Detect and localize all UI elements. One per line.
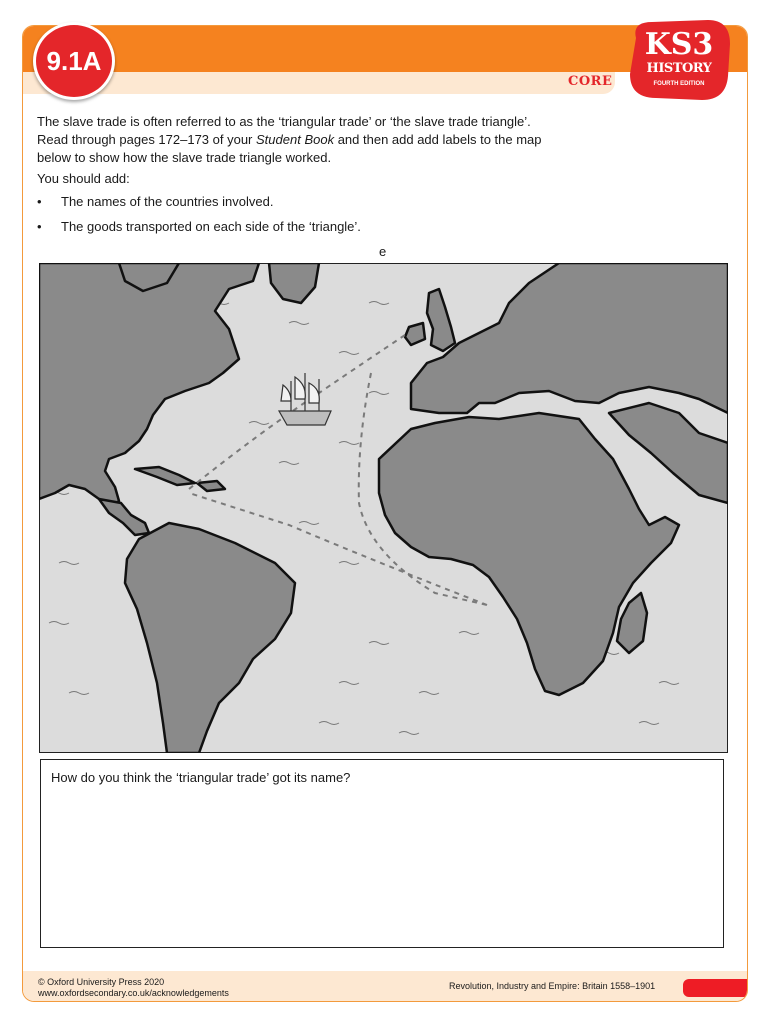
answer-question: How do you think the ‘triangular trade’ got its name? (51, 770, 351, 785)
logo-edition: FOURTH EDITION (653, 81, 705, 87)
intro-line-2b: and then add add labels to the map (334, 132, 542, 147)
instruction-item (37, 193, 361, 218)
instruction-item (37, 218, 361, 243)
copyright-text: © Oxford University Press 2020 (38, 977, 165, 987)
instruction-list (37, 193, 361, 243)
instructions-label: You should add: (37, 171, 130, 186)
intro-line-3: below to show how the slave trade triangle worked. (37, 150, 332, 165)
intro-book-title: Student Book (256, 132, 335, 147)
intro-line-2a: Read through pages 172–173 of your (37, 132, 257, 147)
level-label: CORE (568, 74, 613, 89)
intro-line-1: The slave trade is often referred to as the ‘triangular trade’ or ‘the slave trade triangle’. (37, 114, 531, 129)
instruction-text: The names of the countries involved. (61, 194, 274, 209)
instruction-text: The goods transported on each side of the ‘triangle’. (61, 219, 361, 234)
logo-subtitle: HISTORY (646, 61, 712, 76)
acknowledgements-url[interactable]: www.oxfordsecondary.co.uk/acknowledgements (38, 988, 229, 998)
ks3-history-logo (626, 18, 732, 102)
bullet-icon: • (37, 194, 42, 209)
stray-character: e (379, 244, 387, 259)
footer-copyright (38, 977, 229, 999)
atlantic-map[interactable] (39, 263, 728, 753)
worksheet-number-badge (33, 22, 115, 100)
answer-box[interactable] (40, 759, 724, 948)
worksheet-number: 9.1A (46, 45, 102, 76)
intro-text (37, 113, 617, 167)
footer-tab (683, 979, 747, 997)
bullet-icon: • (37, 219, 42, 234)
footer-book-title: Revolution, Industry and Empire: Britain 1558–1901 (449, 981, 656, 991)
logo-title: KS3 (644, 27, 714, 62)
